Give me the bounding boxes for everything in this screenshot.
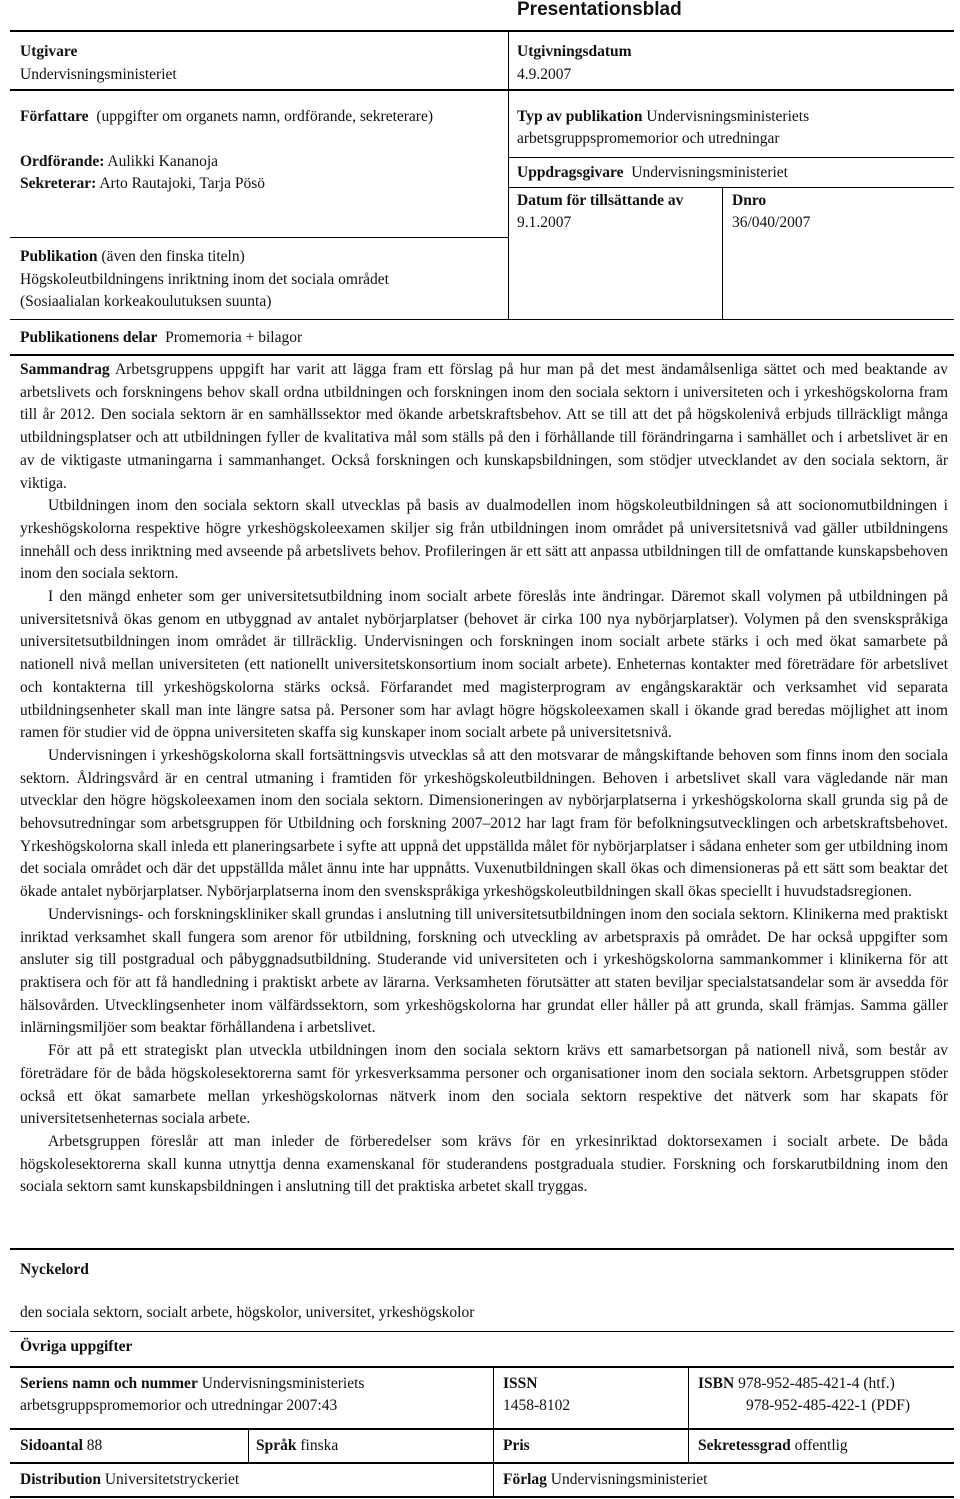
pub-type-label: Typ av publikation (517, 108, 643, 125)
divider (10, 30, 954, 32)
date-label: Utgivningsdatum (517, 43, 632, 60)
distribution-label: Distribution (20, 1471, 101, 1488)
page-title: Presentationsblad (517, 0, 682, 20)
isbn-label: ISBN (698, 1375, 735, 1392)
commissioner-label: Uppdragsgivare (517, 164, 624, 181)
secretary-row (20, 172, 265, 195)
divider (10, 354, 954, 356)
appointed-value: 9.1.2007 (517, 214, 572, 231)
summary-section (20, 359, 948, 1199)
summary-paragraph: I den mängd enheter som ger universitetsutbildning inom socialt arbete föreslås inte ändringar. Däremot skall volymen på utbildningen på universitetsnivå ökas genom en utbyggnad av antalet nybörjarplatser (behovet är cirka 100 nya nybörjarplatser). Volymen på den svenskspråkiga universitetsutbildningen inom området är tillräcklig. Undervisningen och forskningen inom socialt arbete stärks i och med ökat samarbete på nationell nivå mellan universiteten (ett nationellt universitetskonsortium inom socialt arbete). Enheternas kontakter med företrädare för arbetslivet och kontakterna till yrkeshögskolorna stärks också. Förfarandet med magisterprogram av engångskaraktär och verksamhet vid separata utbildningsenheter skall man inte längre satsa på. Personer som har avlagt högre högskoleexamen skall i ökande grad beredas möjlighet att inom ramen för studier vid de öppna universiteten skaffa sig kunskaper inom socialt arbete på universitetsnivå. (20, 588, 948, 742)
authors-label: Författare (20, 108, 89, 125)
series-value-2: arbetsgruppspromemorior och utredningar 2007:43 (20, 1397, 338, 1414)
summary-label: Sammandrag (20, 361, 110, 378)
pub-type-row (517, 105, 809, 128)
secrecy-row (698, 1434, 848, 1457)
chair-value: Aulikki Kananoja (107, 153, 219, 170)
secretary-value: Arto Rautajoki, Tarja Pösö (99, 175, 266, 192)
authors-hint: (uppgifter om organets namn, ordförande, sekreterare) (96, 108, 434, 125)
divider (688, 1366, 689, 1462)
divider (508, 157, 954, 158)
publication-title-sv: Högskoleutbildningens inriktning inom det sociala området (20, 271, 389, 288)
commissioner-value: Undervisningsministeriet (631, 164, 788, 181)
series-value-1: Undervisningsministeriets (201, 1375, 365, 1392)
authors-row (20, 105, 433, 128)
isbn-value-2: 978-952-485-422-1 (PDF) (746, 1397, 911, 1414)
distribution-row (20, 1468, 239, 1491)
divider (10, 1366, 954, 1368)
divider (10, 1462, 954, 1464)
divider (508, 187, 954, 188)
pages-label: Sidoantal (20, 1437, 83, 1454)
keywords-label: Nyckelord (20, 1261, 89, 1278)
pages-value: 88 (86, 1437, 103, 1454)
pub-type-value-1: Undervisningsministeriets (646, 108, 810, 125)
publisher2-row (503, 1468, 707, 1491)
publisher-value: Undervisningsministeriet (20, 66, 177, 83)
isbn-row (698, 1372, 895, 1395)
divider (10, 237, 508, 238)
divider (10, 1331, 954, 1332)
divider (493, 1428, 494, 1496)
dnro-value: 36/040/2007 (732, 214, 811, 231)
parts-label: Publikationens delar (20, 329, 158, 346)
summary-paragraph: Undervisnings- och forskningskliniker skall grundas i anslutning till universitetsutbildningen inom den sociala sektorn. Klinikerna med praktiskt inriktad verksamhet skall fungera som arenor för utbildning, forskning och utveckling av arbetspraxis på området. De har också uppgifter som ansluter sig till postgradual och påbyggnadsutbildning. Studerande vid universiteten och i yrkeshögskolorna sammankommer i klinikerna för att praktisera och för att få handledning i praktiskt arbete av lärarna. Verksamheten förutsätter att staten beviljar specialstatsandelar som är avsedda för hälsovården. Utvecklingsenheter inom välfärdssektorn, som yrkeshögskolorna har grundat eller håller på att grunda, skall främjas. Samma gäller inlärningsmiljöer som beaktar förhållandena i arbetslivet. (20, 905, 948, 1037)
other-label: Övriga uppgifter (20, 1338, 133, 1355)
divider (10, 89, 954, 91)
publication-hint: (även den finska titeln) (101, 248, 245, 265)
summary-paragraph: Utbildningen inom den sociala sektorn skall utvecklas på basis av dualmodellen inom högskoleutbildningen så att socionomutbildningen i yrkeshögskolorna respektive högre yrkeshögskoleexamen skiljer sig från utbildningen inom området på universitetsnivå vad gäller utbildningens innehåll och dess inriktning med avseende på arbetslivets behov. Profileringen är ett sätt att anpassa utbildningen till de omfattande kunskapsbehoven inom den sociala sektorn. (20, 497, 948, 583)
series-row (20, 1372, 364, 1395)
divider (508, 30, 509, 319)
publication-label: Publikation (20, 248, 98, 265)
secrecy-value: offentlig (794, 1437, 848, 1454)
dnro-label: Dnro (732, 192, 767, 209)
parts-row (20, 326, 302, 349)
secrecy-label: Sekretessgrad (698, 1437, 791, 1454)
chair-label: Ordförande: (20, 153, 105, 170)
divider (493, 1366, 494, 1428)
issn-label: ISSN (503, 1375, 538, 1392)
keywords-value: den sociala sektorn, socialt arbete, högskolor, universitet, yrkeshögskolor (20, 1304, 475, 1321)
commissioner-row (517, 161, 788, 184)
publisher2-label: Förlag (503, 1471, 547, 1488)
pub-type-value-2: arbetsgruppspromemorior och utredningar (517, 130, 780, 147)
publication-title-fi: (Sosiaalialan korkeakoulutuksen suunta) (20, 293, 272, 310)
price-label: Pris (503, 1437, 530, 1454)
distribution-value: Universitetstryckeriet (104, 1471, 240, 1488)
publisher2-value: Undervisningsministeriet (550, 1471, 708, 1488)
language-label: Språk (256, 1437, 297, 1454)
divider (10, 319, 954, 320)
language-value: finska (300, 1437, 339, 1454)
appointed-label: Datum för tillsättande av (517, 192, 684, 209)
publication-row (20, 245, 245, 268)
divider (10, 1248, 954, 1250)
divider (722, 187, 723, 319)
issn-value: 1458-8102 (503, 1397, 571, 1414)
summary-paragraph: Undervisningen i yrkeshögskolorna skall fortsättningsvis utvecklas så att den motsvarar de mångskiftande behoven som finns inom den sociala sektorn. Åldringsvård är en central utmaning i framtiden för yrkeshögskoleutbildningen. Behoven i arbetslivet skall vara vägledande när man utvecklar den högre högskoleexamen inom den sociala sektorn. Dimensioneringen av nybörjarplatserna i yrkeshögskolorna skall grunda sig på de behovsutredningar som arbetsgruppen för Utbildning och forskning 2007–2012 har lagt fram för befolkningsutvecklingen och arbetskraftsbehovet. Yrkeshögskolorna skall inleda ett planeringsarbete i syfte att uppnå det uppställda målet för nybörjarplatser i sådana enheter som ger utbildning inom det sociala området och där det uppställda målet ännu inte har uppnåtts. Vuxenutbildningen skall ökas och dimensioneras på ett sätt som beaktar det ökade antalet nybörjarplatser. Nybörjarplatserna inom den svenskspråkiga yrkeshögskoleutbildningen skall ökas speciellt i huvudstadsregionen. (20, 746, 948, 901)
pages-row (20, 1434, 102, 1457)
summary-paragraph: Sammandrag Arbetsgruppens uppgift har varit att lägga fram ett förslag på hur man på det mest ändamålsenliga sättet och med beaktande av arbetslivets och forskningens behov skall ordna utbildningen och forskningen inom den sociala sektorn i universiteten och i yrkeshögskolorna fram till år 2012. Den sociala sektorn är en samhällssektor med ökande arbetskraftsbehov. Att se till att det på högskolenivå erbjuds tillräckligt många utbildningsplatser och att utbildningen fyller de kvalitativa mål som ställs på den i förhållande till förändringarna i samhället och i arbetslivet är en av de viktigaste utmaningarna i sammanhanget. Också forskningen och kunskapsbildningen, som stödjer utvecklandet av den sociala sektorn, är viktiga. (20, 361, 949, 492)
summary-paragraph: Arbetsgruppen föreslår att man inleder de förberedelser som krävs för en yrkesinriktad doktorsexamen i socialt arbete. De båda högskolesektorerna skall kunna utnyttja denna examenskanal för studerandens postgraduala studier. Forskning och forskarutbildning inom den sociala sektorn samt kunskapsbildningen i anslutning till det praktiska arbetet skall tryggas. (20, 1132, 948, 1196)
chair-row (20, 150, 218, 173)
publisher-label: Utgivare (20, 43, 78, 60)
series-label: Seriens namn och nummer (20, 1375, 198, 1392)
divider (248, 1428, 249, 1462)
isbn-value-1: 978-952-485-421-4 (htf.) (738, 1375, 895, 1392)
divider (10, 1428, 954, 1430)
language-row (256, 1434, 338, 1457)
summary-paragraph: För att på ett strategiskt plan utveckla utbildningen inom den sociala sektorn krävs ett samarbetsorgan på nationell nivå, som består av företrädare för de båda högskolesektorerna samt för yrkesverksamma personer och organisationer inom den sociala sektorn. Arbetsgruppen stöder också ett ökat samarbete mellan yrkeshögskolornas nätverk inom den sociala sektorn respektive det nätverk som har skapats för universitetsenheternas sociala arbete. (20, 1042, 948, 1128)
divider (10, 1496, 954, 1498)
secretary-label: Sekreterar: (20, 175, 97, 192)
date-value: 4.9.2007 (517, 66, 572, 83)
parts-value: Promemoria + bilagor (165, 329, 303, 346)
